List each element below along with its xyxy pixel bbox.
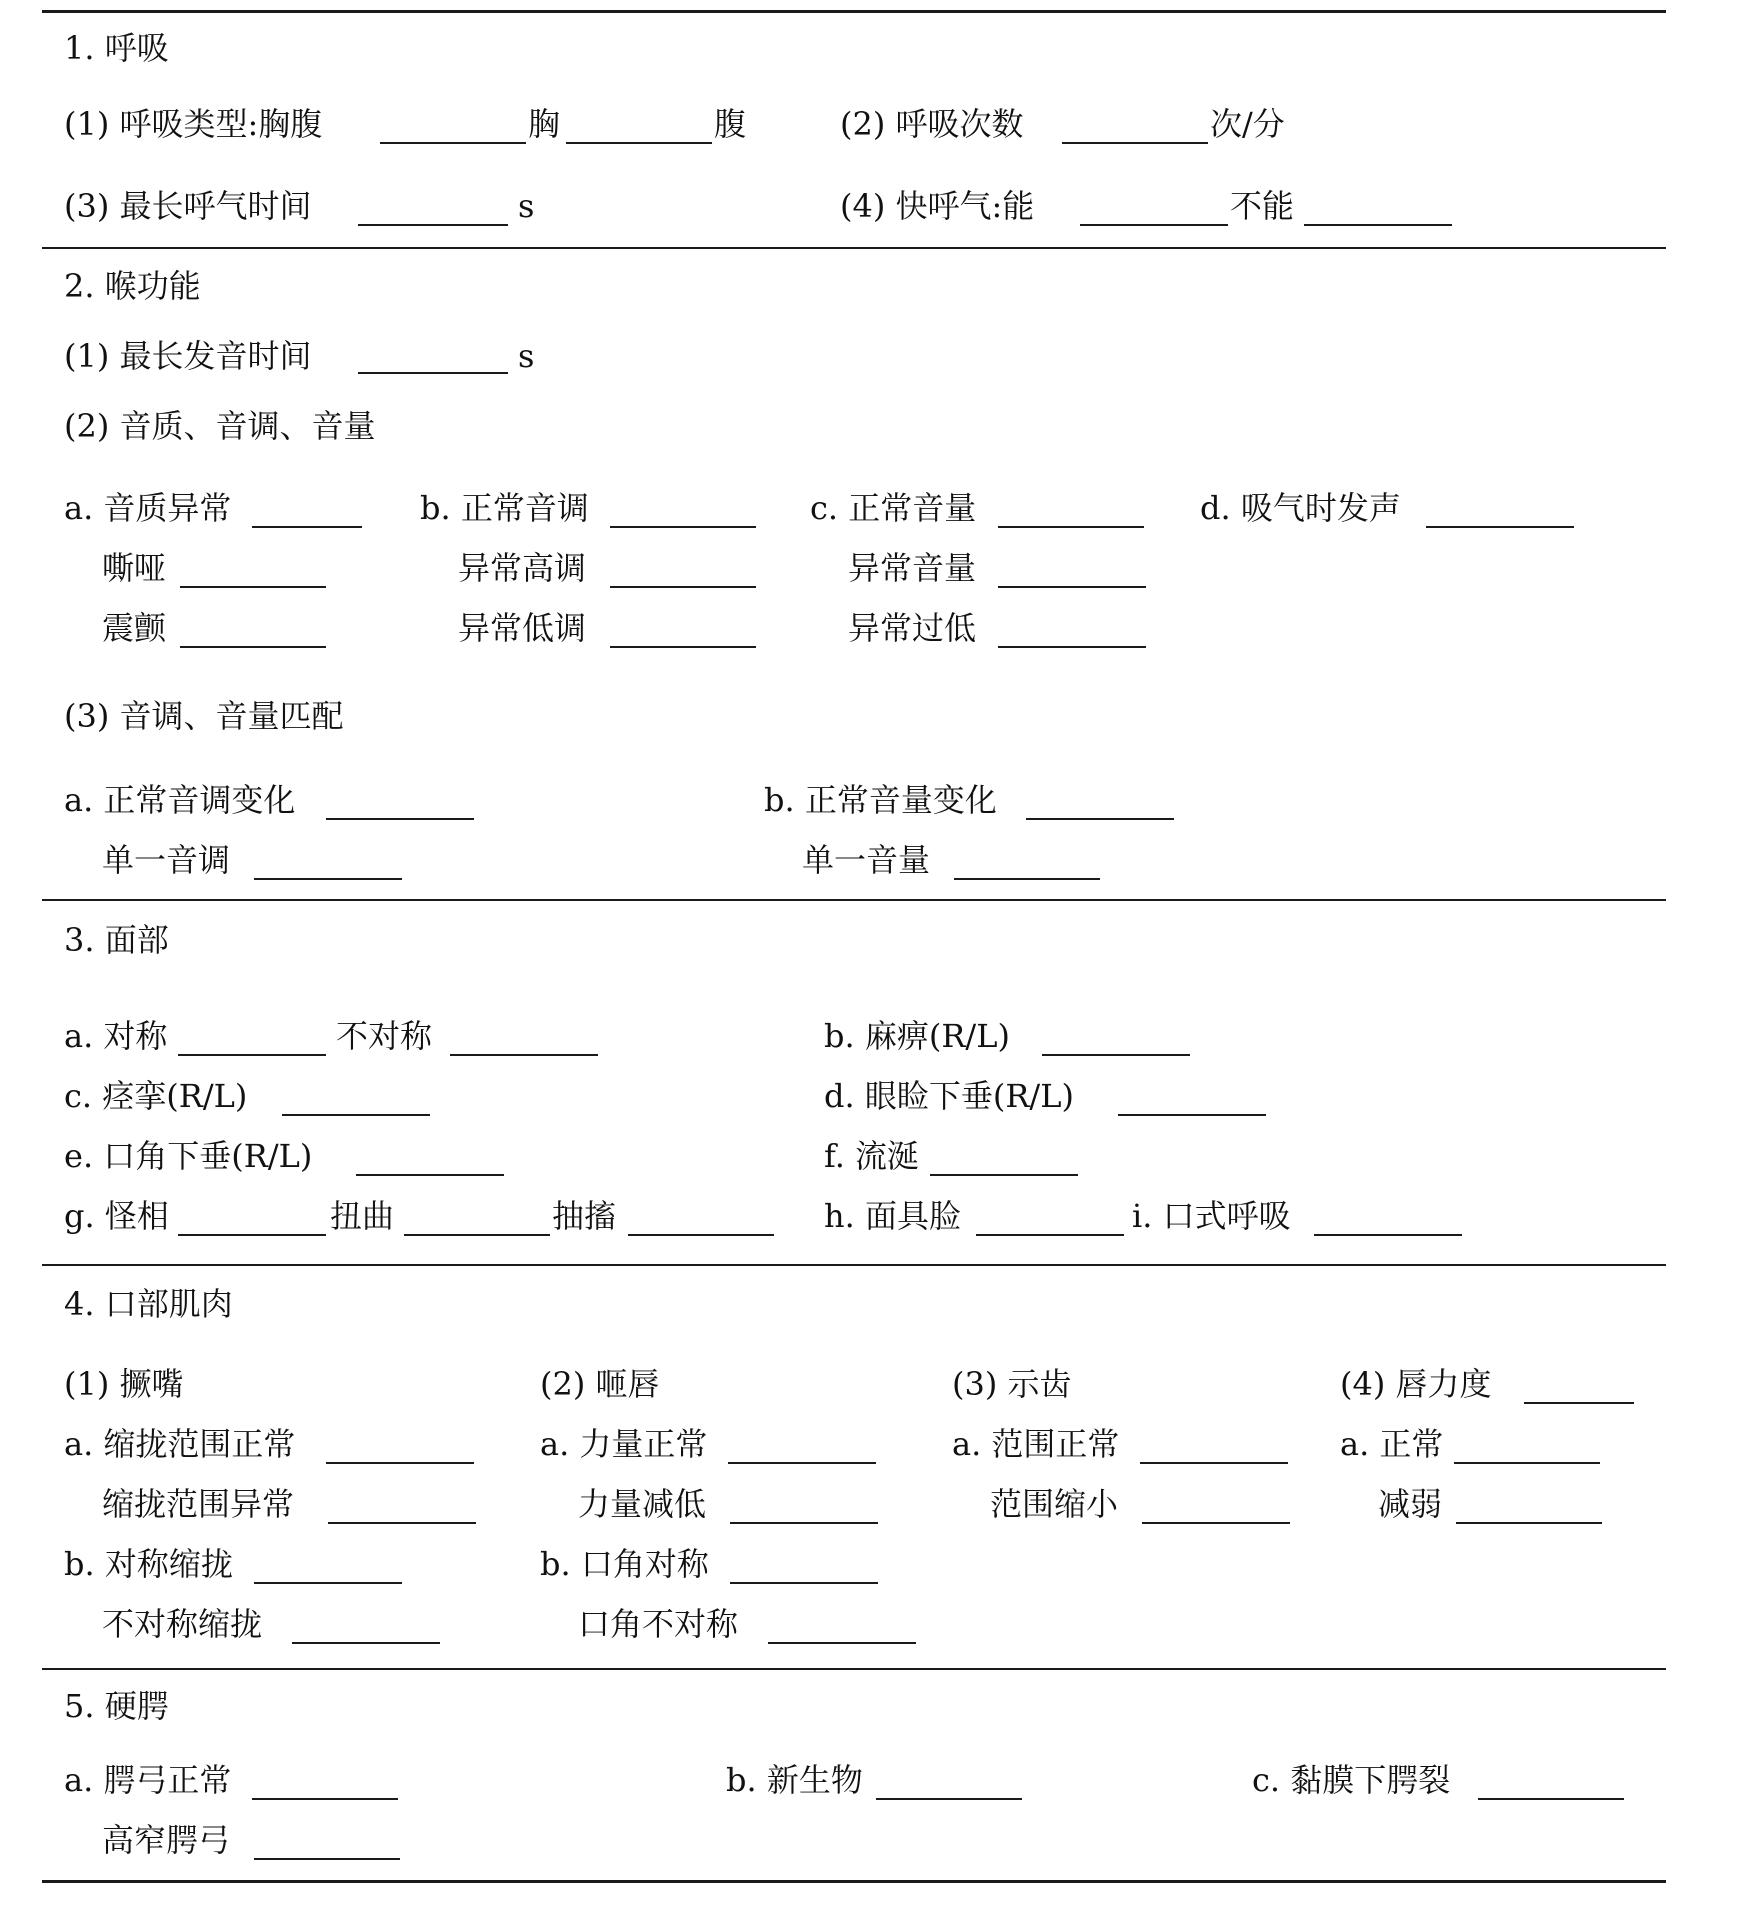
lip-strength-normal-blank[interactable]: [728, 1462, 876, 1464]
tremor-blank[interactable]: [180, 646, 326, 648]
max-exhale-time-blank[interactable]: [358, 224, 508, 226]
section-title-oral-muscles: 4. 口部肌肉: [64, 1285, 233, 1323]
monotone-pitch-blank[interactable]: [254, 878, 402, 880]
section-title-larynx: 2. 喉功能: [64, 267, 201, 305]
monotone-volume-label: 单一音量: [802, 841, 931, 879]
pout-heading: (1) 撅嘴: [64, 1365, 184, 1403]
high-pitch-blank[interactable]: [610, 586, 756, 588]
lip-force-normal-label: a. 正常: [1340, 1425, 1444, 1463]
abnormal-volume-label: 异常音量: [848, 549, 977, 587]
pitch-volume-match-heading: (3) 音调、音量匹配: [64, 697, 344, 735]
paralysis-label: b. 麻痹(R/L): [824, 1017, 1010, 1055]
breathing-type-chest-label: 胸: [528, 105, 561, 143]
high-pitch-label: 异常高调: [458, 549, 587, 587]
pout-asymmetric-label: 不对称缩拢: [102, 1605, 263, 1643]
ptosis-label: d. 眼睑下垂(R/L): [824, 1077, 1074, 1115]
lip-strength-reduced-label: 力量减低: [578, 1485, 707, 1523]
symmetric-blank[interactable]: [178, 1054, 326, 1056]
spasm-blank[interactable]: [282, 1114, 430, 1116]
mouth-corner-asymmetric-blank[interactable]: [768, 1642, 916, 1644]
twisting-blank[interactable]: [404, 1234, 550, 1236]
drooling-label: f. 流涎: [824, 1137, 920, 1175]
tremor-label: 震颤: [102, 609, 167, 647]
mouth-corner-droop-blank[interactable]: [356, 1174, 504, 1176]
ptosis-blank[interactable]: [1118, 1114, 1266, 1116]
lip-force-blank[interactable]: [1524, 1402, 1634, 1404]
paralysis-blank[interactable]: [1042, 1054, 1190, 1056]
normal-pitch-change-label: a. 正常音调变化: [64, 781, 296, 819]
grimace-label: g. 怪相: [64, 1197, 169, 1235]
max-exhale-time-unit: s: [518, 187, 535, 225]
lip-force-heading: (4) 唇力度: [1340, 1365, 1492, 1403]
lip-smack-heading: (2) 咂唇: [540, 1365, 660, 1403]
neoplasm-label: b. 新生物: [726, 1761, 863, 1799]
section-divider-1: [42, 247, 1666, 249]
teeth-range-normal-blank[interactable]: [1140, 1462, 1288, 1464]
pout-asymmetric-blank[interactable]: [292, 1642, 440, 1644]
section-divider-2: [42, 899, 1666, 901]
normal-pitch-change-blank[interactable]: [326, 818, 474, 820]
volume-too-low-blank[interactable]: [998, 646, 1146, 648]
monotone-volume-blank[interactable]: [954, 878, 1100, 880]
section-divider-4: [42, 1668, 1666, 1670]
section-title-face: 3. 面部: [64, 921, 169, 959]
mask-face-label: h. 面具脸: [824, 1197, 961, 1235]
max-phonation-time-unit: s: [518, 337, 535, 375]
show-teeth-heading: (3) 示齿: [952, 1365, 1072, 1403]
max-exhale-time-label: (3) 最长呼气时间: [64, 187, 312, 225]
max-phonation-time-blank[interactable]: [358, 372, 508, 374]
pout-symmetric-blank[interactable]: [254, 1582, 402, 1584]
normal-volume-blank[interactable]: [998, 526, 1144, 528]
voice-abnormal-label: a. 音质异常: [64, 489, 232, 527]
mouth-corner-symmetric-label: b. 口角对称: [540, 1545, 709, 1583]
mouth-corner-asymmetric-label: 口角不对称: [578, 1605, 739, 1643]
drooling-blank[interactable]: [930, 1174, 1078, 1176]
breathing-rate-label: (2) 呼吸次数: [840, 105, 1024, 143]
hoarse-blank[interactable]: [180, 586, 326, 588]
neoplasm-blank[interactable]: [876, 1798, 1022, 1800]
fast-exhale-no-label: 不能: [1230, 187, 1295, 225]
twisting-label: 扭曲: [330, 1197, 395, 1235]
symmetric-label: a. 对称: [64, 1017, 168, 1055]
submucous-cleft-blank[interactable]: [1478, 1798, 1624, 1800]
hoarse-label: 嘶哑: [102, 549, 167, 587]
fast-exhale-yes-blank[interactable]: [1080, 224, 1228, 226]
monotone-pitch-label: 单一音调: [102, 841, 231, 879]
normal-volume-label: c. 正常音量: [810, 489, 977, 527]
normal-volume-change-label: b. 正常音量变化: [764, 781, 997, 819]
voice-abnormal-blank[interactable]: [252, 526, 362, 528]
low-pitch-label: 异常低调: [458, 609, 587, 647]
teeth-range-normal-label: a. 范围正常: [952, 1425, 1120, 1463]
normal-volume-change-blank[interactable]: [1026, 818, 1174, 820]
teeth-range-reduced-label: 范围缩小: [990, 1485, 1119, 1523]
spasm-label: c. 痉挛(R/L): [64, 1077, 248, 1115]
asymmetric-blank[interactable]: [450, 1054, 598, 1056]
pout-range-normal-label: a. 缩拢范围正常: [64, 1425, 296, 1463]
inhale-phonation-label: d. 吸气时发声: [1200, 489, 1401, 527]
teeth-range-reduced-blank[interactable]: [1142, 1522, 1290, 1524]
submucous-cleft-label: c. 黏膜下腭裂: [1252, 1761, 1451, 1799]
breathing-rate-unit: 次/分: [1210, 105, 1285, 143]
fast-exhale-no-blank[interactable]: [1304, 224, 1452, 226]
voice-quality-heading: (2) 音质、音调、音量: [64, 407, 376, 445]
breathing-type-chest-blank[interactable]: [566, 142, 712, 144]
abnormal-volume-blank[interactable]: [998, 586, 1146, 588]
fast-exhale-label: (4) 快呼气:能: [840, 187, 1035, 225]
volume-too-low-label: 异常过低: [848, 609, 977, 647]
top-rule: [42, 10, 1666, 13]
mouth-corner-symmetric-blank[interactable]: [730, 1582, 878, 1584]
high-narrow-arch-label: 高窄腭弓: [102, 1821, 231, 1859]
max-phonation-time-label: (1) 最长发音时间: [64, 337, 312, 375]
mouth-breathing-label: i. 口式呼吸: [1132, 1197, 1291, 1235]
palatal-arch-normal-blank[interactable]: [252, 1798, 398, 1800]
high-narrow-arch-blank[interactable]: [254, 1858, 400, 1860]
normal-pitch-label: b. 正常音调: [420, 489, 589, 527]
pout-range-abnormal-label: 缩拢范围异常: [102, 1485, 295, 1523]
breathing-type-abdomen-label: 腹: [714, 105, 747, 143]
pout-symmetric-label: b. 对称缩拢: [64, 1545, 233, 1583]
bottom-rule: [42, 1880, 1666, 1883]
mask-face-blank[interactable]: [976, 1234, 1124, 1236]
pout-range-normal-blank[interactable]: [326, 1462, 474, 1464]
normal-pitch-blank[interactable]: [610, 526, 756, 528]
pout-range-abnormal-blank[interactable]: [328, 1522, 476, 1524]
twitching-blank[interactable]: [628, 1234, 774, 1236]
inhale-phonation-blank[interactable]: [1426, 526, 1574, 528]
section-divider-3: [42, 1264, 1666, 1266]
lip-force-normal-blank[interactable]: [1454, 1462, 1600, 1464]
low-pitch-blank[interactable]: [610, 646, 756, 648]
lip-strength-reduced-blank[interactable]: [730, 1522, 878, 1524]
breathing-rate-blank[interactable]: [1062, 142, 1208, 144]
mouth-corner-droop-label: e. 口角下垂(R/L): [64, 1137, 313, 1175]
mouth-breathing-blank[interactable]: [1314, 1234, 1462, 1236]
breathing-type-chest-abdomen-blank[interactable]: [380, 142, 526, 144]
lip-force-weak-label: 减弱: [1378, 1485, 1443, 1523]
lip-strength-normal-label: a. 力量正常: [540, 1425, 708, 1463]
breathing-type-label: (1) 呼吸类型:胸腹: [64, 105, 323, 143]
palatal-arch-normal-label: a. 腭弓正常: [64, 1761, 232, 1799]
grimace-blank[interactable]: [178, 1234, 326, 1236]
twitching-label: 抽搐: [552, 1197, 617, 1235]
asymmetric-label: 不对称: [336, 1017, 433, 1055]
section-title-hard-palate: 5. 硬腭: [64, 1687, 169, 1725]
section-title-breathing: 1. 呼吸: [64, 29, 169, 67]
lip-force-weak-blank[interactable]: [1456, 1522, 1602, 1524]
